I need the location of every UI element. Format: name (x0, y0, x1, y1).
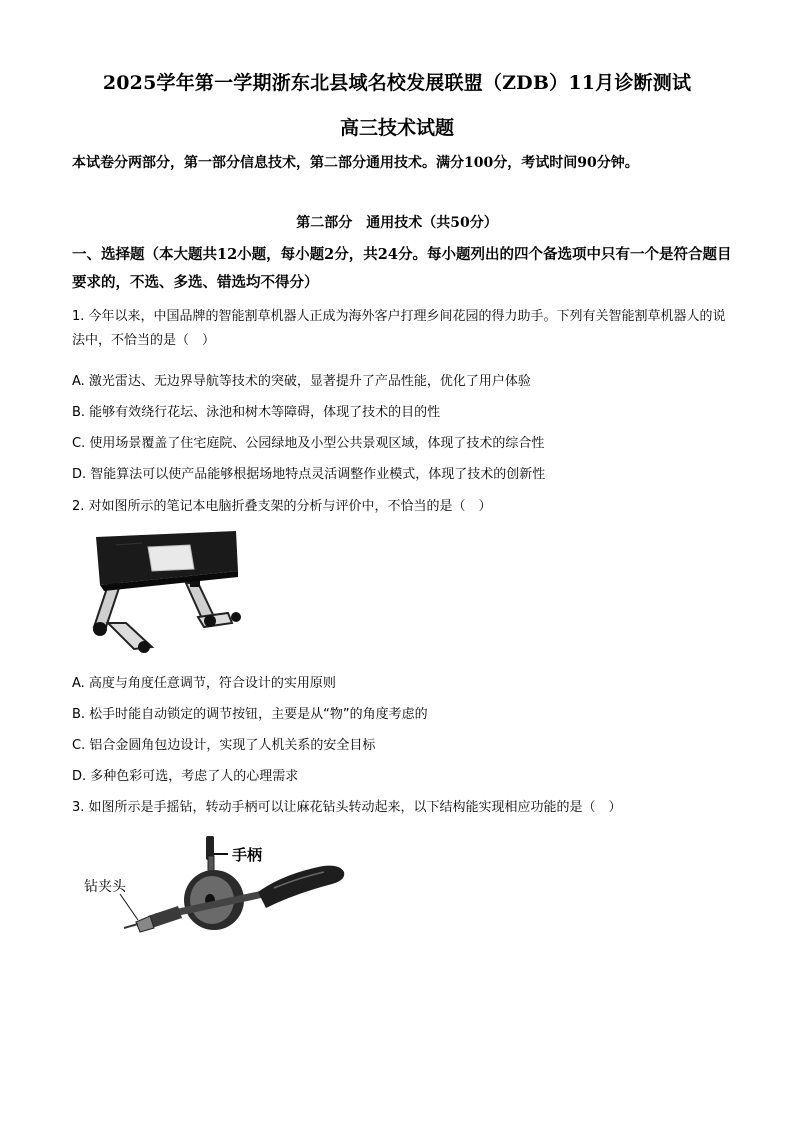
question-2-option-c: C. 铝合金圆角包边设计，实现了人机关系的安全目标 (72, 738, 376, 753)
question-1-option-b: B. 能够有效绕行花坛、泳池和树木等障碍，体现了技术的目的性 (72, 405, 441, 420)
laptop-stand-figure (86, 525, 258, 657)
section-title: 一、选择题（本大题共12小题，每小题2分，共24分。每小题列出的四个备选项中只有一个是符合题目要求的，不选、多选、错选均不得分） (72, 246, 732, 291)
part-title: 第二部分 通用技术（共50分） (296, 215, 498, 231)
question-1-option-a: A. 激光雷达、无边界导航等技术的突破，显著提升了产品性能，优化了用户体验 (72, 374, 531, 389)
question-2-option-b: B. 松手时能自动锁定的调节按钮，主要是从“物”的角度考虑的 (72, 707, 428, 722)
question-1-option-c: C. 使用场景覆盖了住宅庭院、公园绿地及小型公共景观区域，体现了技术的综合性 (72, 436, 545, 451)
question-1-option-d: D. 智能算法可以使产品能够根据场地特点灵活调整作业模式，体现了技术的创新性 (72, 467, 546, 482)
exam-subtitle: 高三技术试题 (339, 117, 454, 139)
exam-title: 2025学年第一学期浙东北县域名校发展联盟（ZDB）11月诊断测试 (102, 72, 692, 94)
question-2-stem: 2. 对如图所示的笔记本电脑折叠支架的分析与评价中，不恰当的是（ ） (72, 499, 492, 514)
exam-intro: 本试卷分两部分，第一部分信息技术，第二部分通用技术。满分100分，考试时间90分钟。 (72, 155, 639, 171)
question-2-option-a: A. 高度与角度任意调节，符合设计的实用原则 (72, 676, 336, 691)
question-1-stem: 1. 今年以来，中国品牌的智能割草机器人正成为海外客户打理乡间花园的得力助手。下列有关智能割草机器人的说法中，不恰当的是（ ） (72, 309, 726, 348)
question-3-stem: 3. 如图所示是手摇钻，转动手柄可以让麻花钻头转动起来，以下结构能实现相应功能的是（ ） (72, 800, 622, 815)
chuck-label: 钻夹头 (84, 879, 126, 895)
question-2-option-d: D. 多种色彩可选，考虑了人的心理需求 (72, 769, 299, 784)
handle-label: 手柄 (232, 846, 263, 864)
